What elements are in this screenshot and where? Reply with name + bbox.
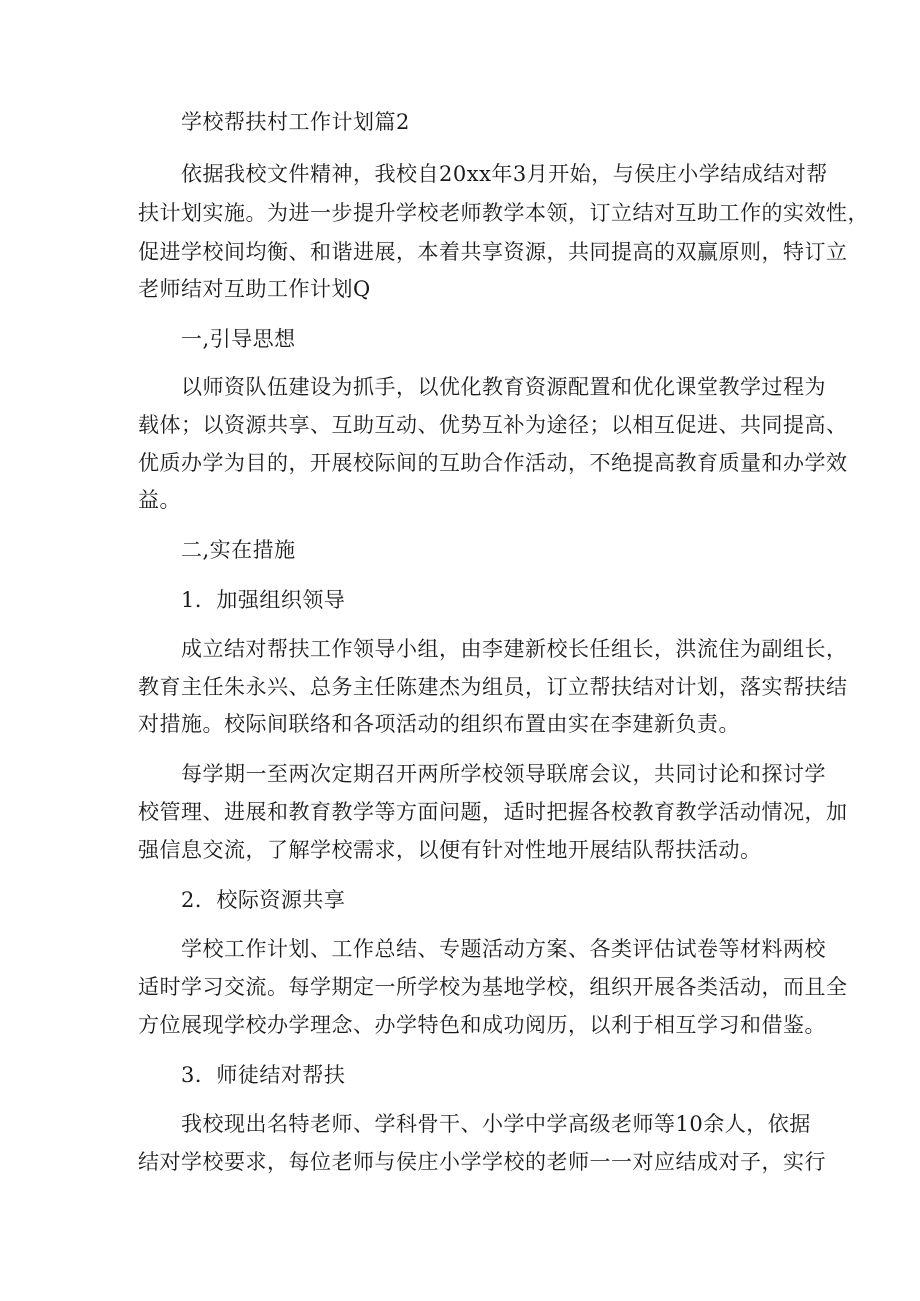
item1-para2-line: 每学期一至两次定期召开两所学校领导联席会议，共同讨论和探讨学 — [181, 762, 826, 786]
document-title: 学校帮扶村工作计划篇2 — [181, 110, 410, 134]
item-heading: 2．校际资源共享 — [181, 888, 346, 912]
intro-line: 依据我校文件精神，我校自20xx年3月开始，与侯庄小学结成结对帮 — [181, 162, 828, 186]
item1-para1-line: 对措施。校际间联络和各项活动的组织布置由实在李建新负责。 — [138, 712, 740, 736]
section-heading: 一,引导思想 — [181, 327, 296, 351]
section1-line: 优质办学为目的，开展校际间的互助合作活动，不绝提高教育质量和办学效 — [138, 451, 848, 475]
item3-para-line: 我校现出名特老师、学科骨干、小学中学高级老师等10余人，依据 — [181, 1112, 811, 1136]
item-heading: 3．师徒结对帮扶 — [181, 1063, 346, 1087]
section1-line: 以师资队伍建设为抓手，以优化教育资源配置和优化课堂教学过程为 — [181, 375, 826, 399]
item2-para-line: 适时学习交流。每学期定一所学校为基地学校，组织开展各类活动，而且全 — [138, 975, 848, 999]
item1-para2-line: 强信息交流，了解学校需求，以便有针对性地开展结队帮扶活动。 — [138, 838, 762, 862]
item1-para2-line: 校管理、进展和教育教学等方面问题，适时把握各校教育教学活动情况，加 — [138, 800, 848, 824]
intro-line: 老师结对互助工作计划Q — [138, 277, 371, 301]
section-heading: 二,实在措施 — [181, 538, 296, 562]
item1-para1-line: 成立结对帮扶工作领导小组，由李建新校长任组长，洪流住为副组长， — [181, 637, 848, 661]
section1-line: 益。 — [138, 488, 181, 512]
item2-para-line: 方位展现学校办学理念、办学特色和成功阅历，以利于相互学习和借鉴。 — [138, 1013, 826, 1037]
item3-para-line: 结对学校要求，每位老师与侯庄小学学校的老师一一对应结成对子，实行 — [138, 1150, 826, 1174]
section1-line: 载体；以资源共享、互助互动、优势互补为途径；以相互促进、共同提高、 — [138, 413, 848, 437]
item2-para-line: 学校工作计划、工作总结、专题活动方案、各类评估试卷等材料两校 — [181, 937, 826, 961]
intro-line: 促进学校间均衡、和谐进展，本着共享资源，共同提高的双赢原则，特订立 — [138, 240, 848, 264]
intro-line: 扶计划实施。为进一步提升学校老师教学本领，订立结对互助工作的实效性， — [138, 201, 869, 225]
item-heading: 1．加强组织领导 — [181, 588, 346, 612]
item1-para1-line: 教育主任朱永兴、总务主任陈建杰为组员，订立帮扶结对计划，落实帮扶结 — [138, 675, 848, 699]
